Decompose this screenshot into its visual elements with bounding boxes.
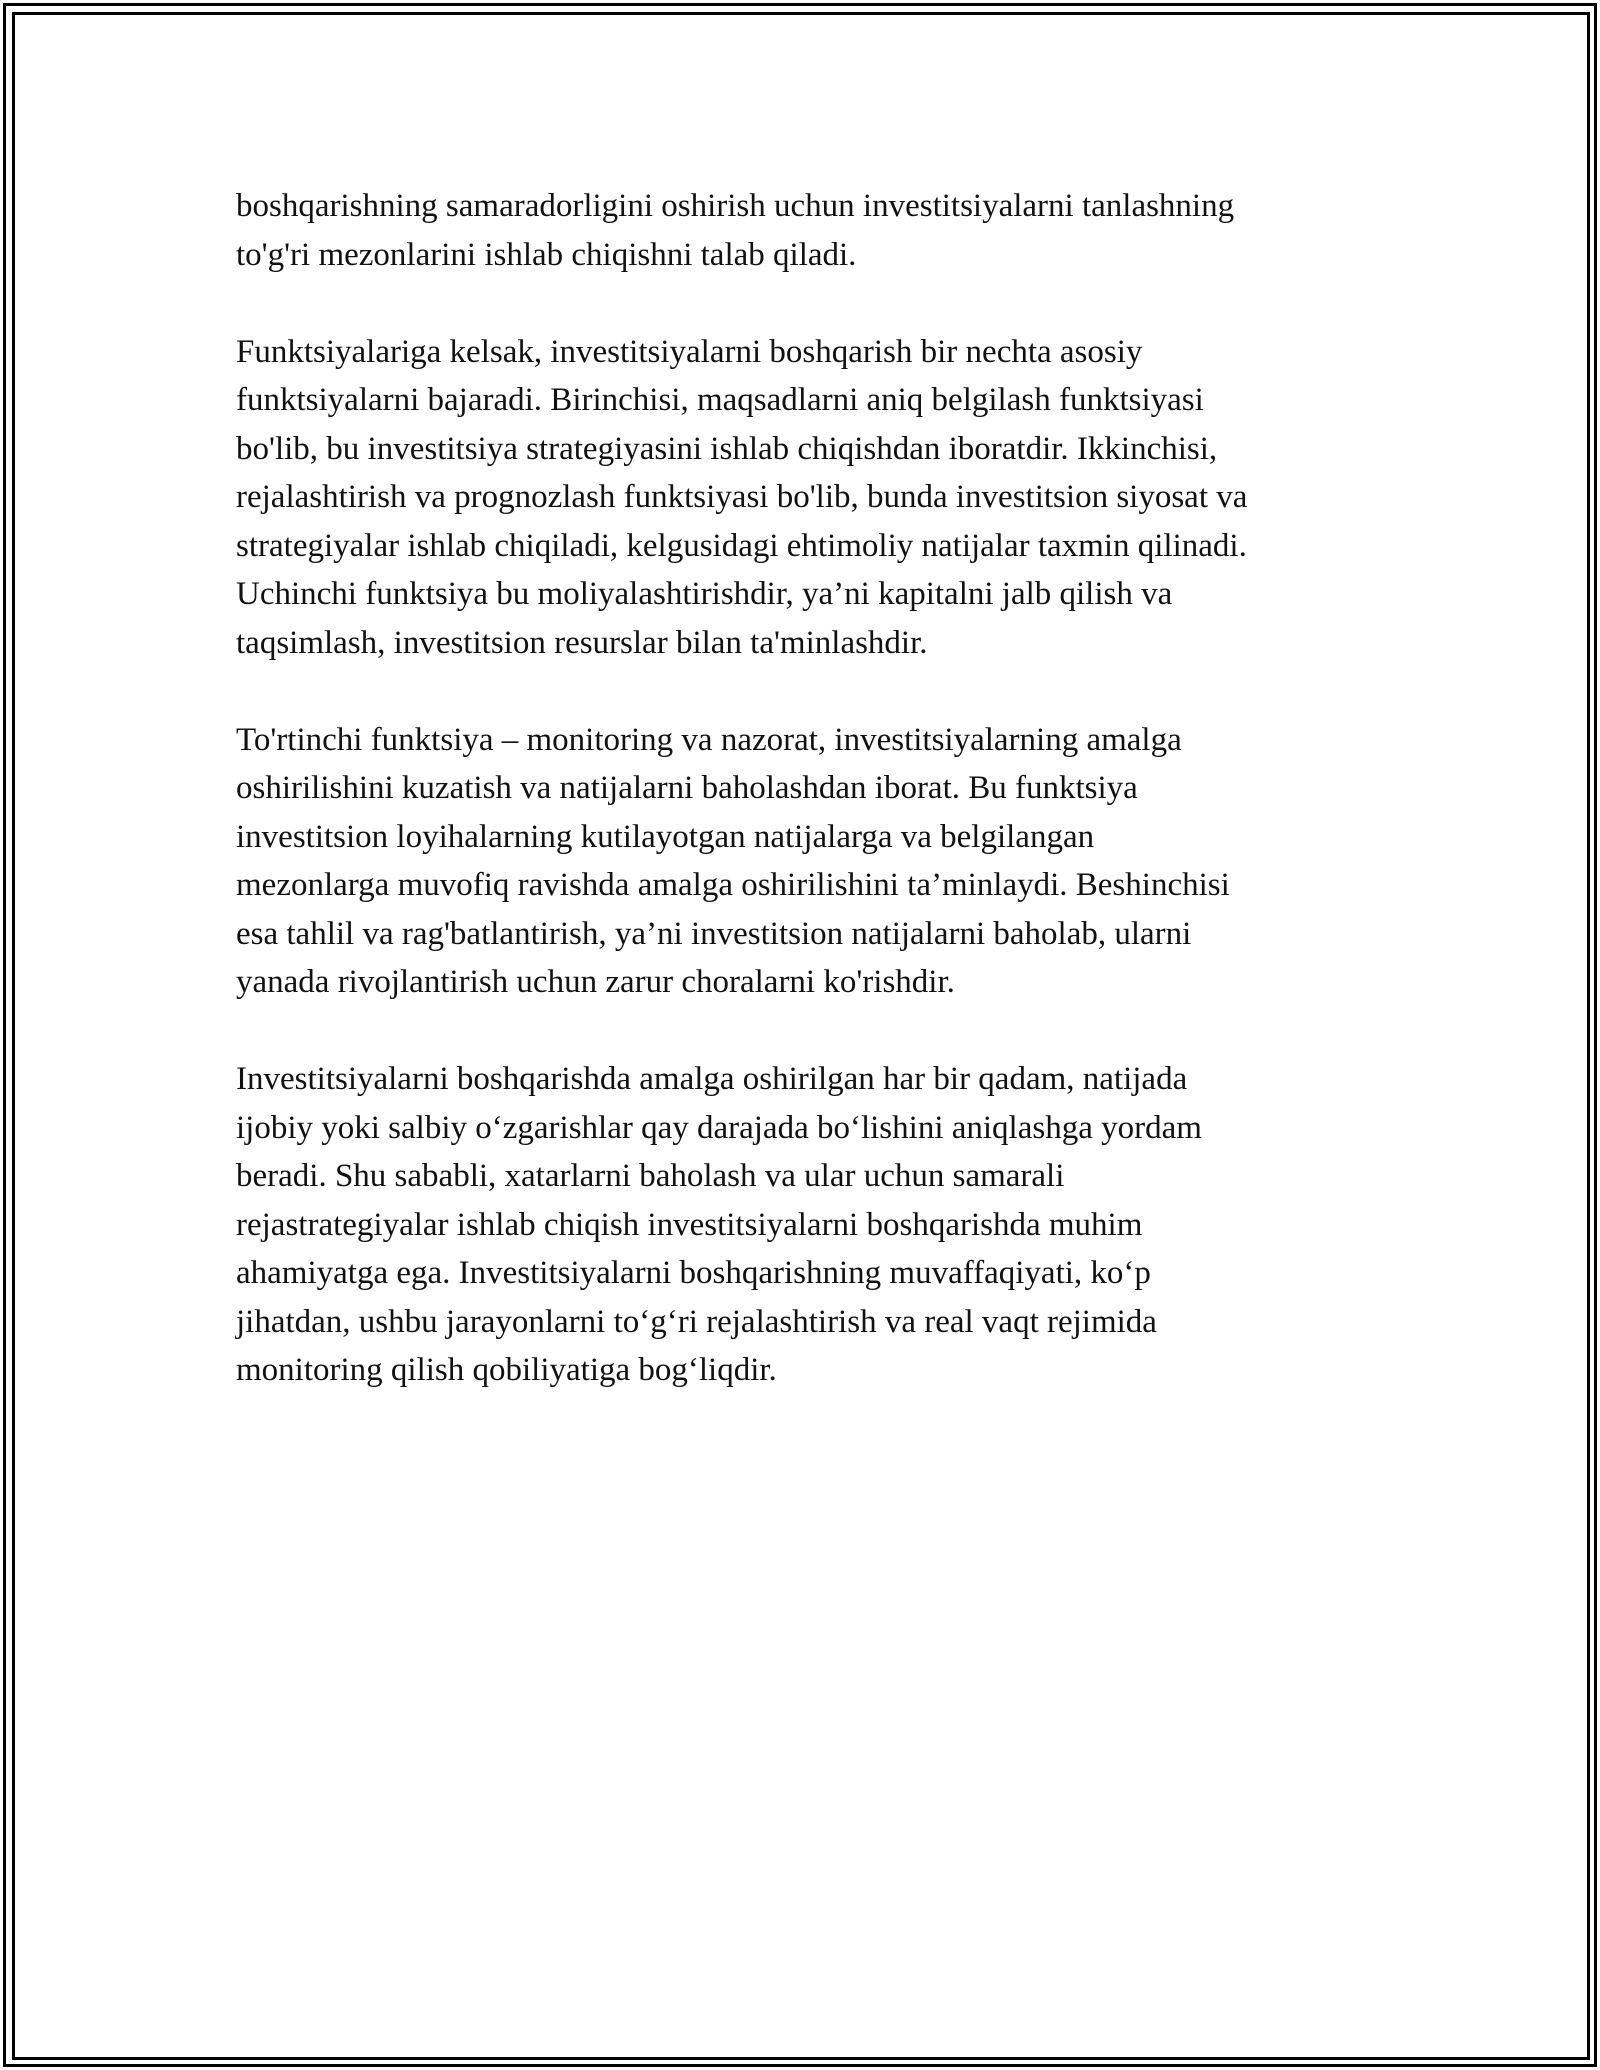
document-body bbox=[236, 182, 1386, 1443]
text-line: esa tahlil va rag'batlantirish, ya’ni investitsion natijalarni baholab, ularni bbox=[236, 915, 1192, 952]
text-line: monitoring qilish qobiliyatiga bogʻliqdir. bbox=[236, 1352, 777, 1388]
text-line: funktsiyalarni bajaradi. Birinchisi, maqsadlarni aniq belgilash funktsiyasi bbox=[236, 382, 1204, 418]
text-line: jihatdan, ushbu jarayonlarni toʻgʻri rejalashtirish va real vaqt rejimida bbox=[236, 1303, 1157, 1340]
text-line: boshqarishning samaradorligini oshirish uchun investitsiyalarni tanlashning bbox=[236, 188, 1235, 224]
text-line: taqsimlash, investitsion resurslar bilan ta'minlashdir. bbox=[236, 624, 928, 661]
text-line: mezonlarga muvofiq ravishda amalga oshirilishini ta’minlaydi. Beshinchisi bbox=[236, 867, 1230, 903]
paragraph-3 bbox=[236, 716, 1386, 1007]
text-line: ijobiy yoki salbiy oʻzgarishlar qay darajada boʻlishini aniqlashga yordam bbox=[236, 1109, 1202, 1146]
text-line: ahamiyatga ega. Investitsiyalarni boshqarishning muvaffaqiyati, koʻp bbox=[236, 1255, 1151, 1291]
text-line: Investitsiyalarni boshqarishda amalga oshirilgan har bir qadam, natijada bbox=[236, 1061, 1188, 1097]
text-line: to'g'ri mezonlarini ishlab chiqishni talab qiladi. bbox=[236, 236, 857, 273]
text-line: rejalashtirish va prognozlash funktsiyasi bo'lib, bunda investitsion siyosat va bbox=[236, 479, 1248, 515]
paragraph-2 bbox=[236, 328, 1386, 668]
text-line: yanada rivojlantirish uchun zarur choralarni ko'rishdir. bbox=[236, 964, 955, 1000]
text-line: oshirilishini kuzatish va natijalarni baholashdan iborat. Bu funktsiya bbox=[236, 770, 1138, 806]
text-line: Uchinchi funktsiya bu moliyalashtirishdir, ya’ni kapitalni jalb qilish va bbox=[236, 576, 1173, 612]
text-line: strategiyalar ishlab chiqiladi, kelgusidagi ehtimoliy natijalar taxmin qilinadi. bbox=[236, 527, 1247, 564]
text-line: beradi. Shu sababli, xatarlarni baholash va ular uchun samarali bbox=[236, 1158, 1065, 1194]
paragraph-1 bbox=[236, 182, 1386, 279]
text-line: investitsion loyihalarning kutilayotgan natijalarga va belgilangan bbox=[236, 818, 1095, 855]
paragraph-4 bbox=[236, 1055, 1386, 1395]
text-line: Funktsiyalariga kelsak, investitsiyalarni boshqarish bir nechta asosiy bbox=[236, 333, 1143, 370]
text-line: bo'lib, bu investitsiya strategiyasini ishlab chiqishdan iboratdir. Ikkinchisi, bbox=[236, 430, 1218, 467]
text-line: To'rtinchi funktsiya – monitoring va nazorat, investitsiyalarning amalga bbox=[236, 721, 1182, 758]
text-line: rejastrategiyalar ishlab chiqish investitsiyalarni boshqarishda muhim bbox=[236, 1206, 1143, 1243]
